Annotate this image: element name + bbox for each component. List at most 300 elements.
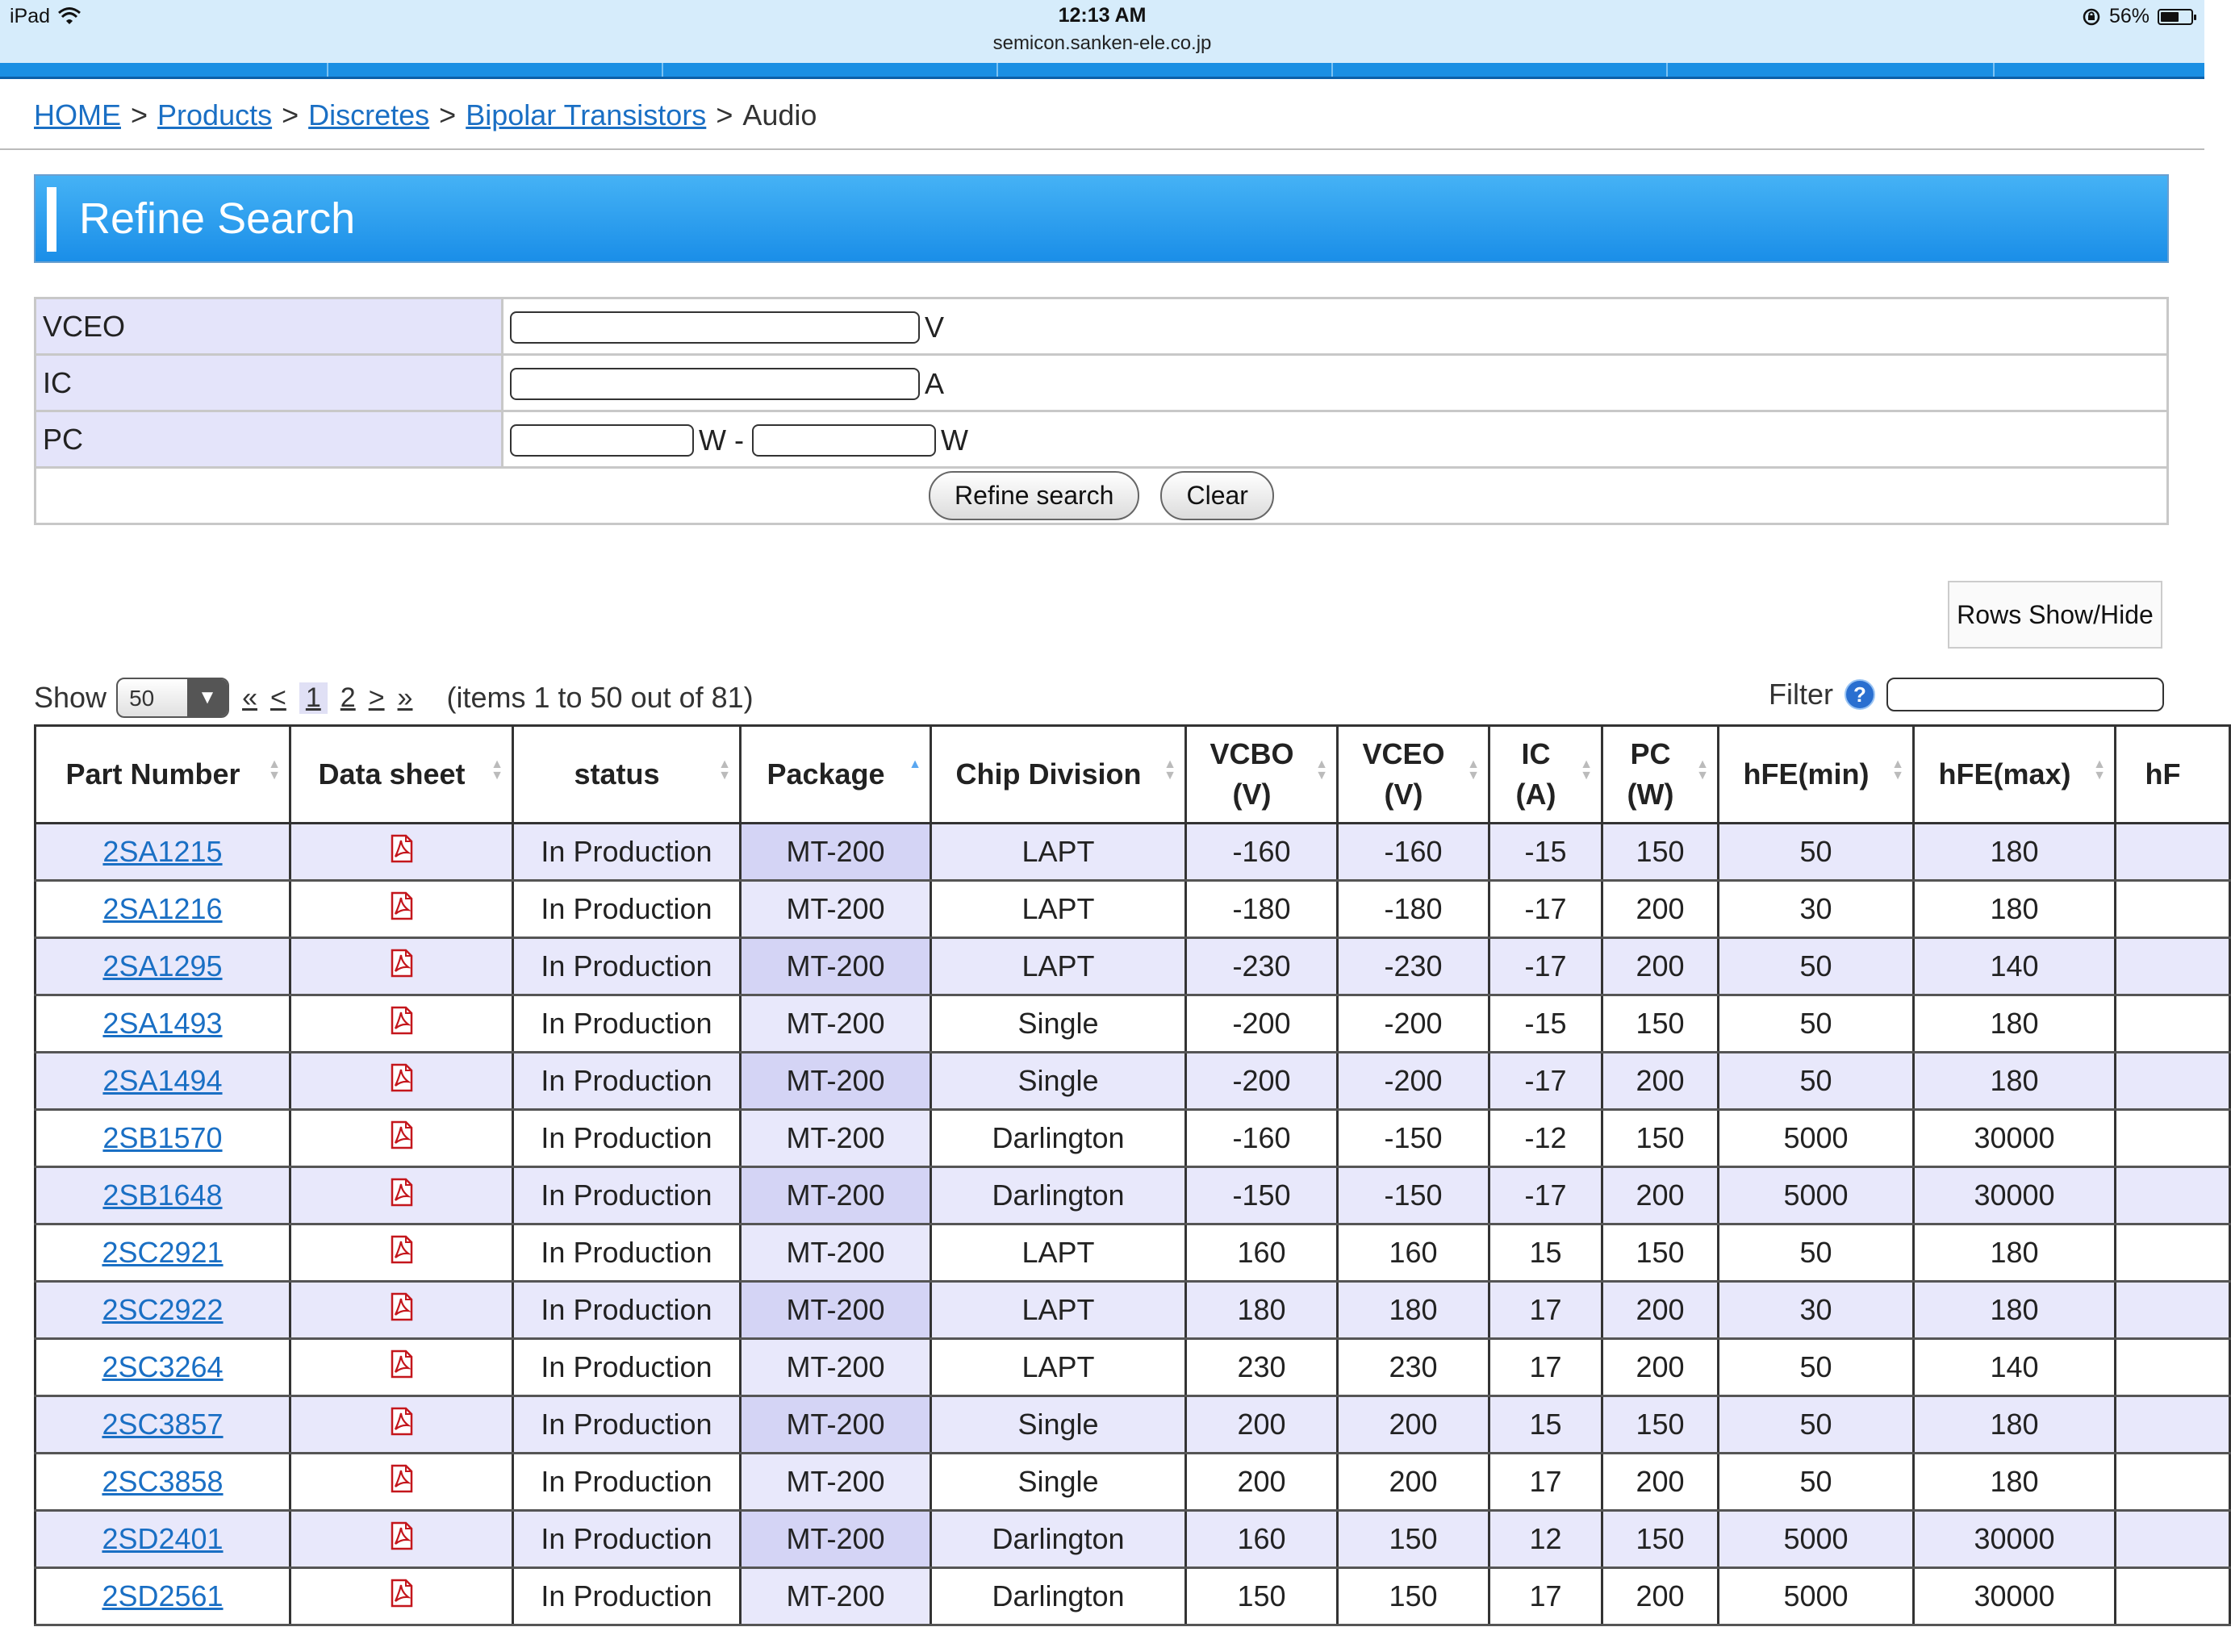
status-cell: In Production xyxy=(513,995,741,1053)
package-cell: MT-200 xyxy=(741,995,931,1053)
table-row xyxy=(36,824,2230,881)
pc-cell: 200 xyxy=(1602,1568,1719,1625)
datasheet-cell xyxy=(290,1053,513,1110)
sort-icon[interactable]: ▲ ▼ xyxy=(268,757,281,782)
help-icon[interactable]: ? xyxy=(1845,679,1875,710)
pc-max-unit: W xyxy=(940,423,968,457)
column-header[interactable] xyxy=(931,726,1186,824)
page-size-select[interactable] xyxy=(116,678,229,718)
part-number-cell xyxy=(36,1282,290,1339)
column-header[interactable] xyxy=(290,726,513,824)
package-cell: MT-200 xyxy=(741,881,931,938)
chip-division-cell: LAPT xyxy=(931,1282,1186,1339)
vcbo-cell: -200 xyxy=(1186,995,1338,1053)
pc-cell: 150 xyxy=(1602,995,1719,1053)
vceo-cell: -200 xyxy=(1338,1053,1489,1110)
datasheet-cell xyxy=(290,881,513,938)
page-link-1[interactable]: 1 xyxy=(299,682,328,714)
sort-ascending-icon[interactable]: ▲ xyxy=(909,757,921,771)
vcbo-cell: 200 xyxy=(1186,1396,1338,1454)
ic-input[interactable] xyxy=(510,368,920,400)
hfe-min-cell: 5000 xyxy=(1719,1167,1914,1224)
datasheet-cell xyxy=(290,1511,513,1568)
pc-cell: 200 xyxy=(1602,1053,1719,1110)
datasheet-cell xyxy=(290,938,513,995)
hfe-min-cell: 50 xyxy=(1719,1396,1914,1454)
hfe-max-cell: 30000 xyxy=(1914,1568,2116,1625)
breadcrumb-bipolar-link[interactable]: Bipolar Transistors xyxy=(466,98,707,131)
ic-cell: 17 xyxy=(1489,1568,1602,1625)
vceo-cell: -160 xyxy=(1338,824,1489,881)
hfe-min-cell: 30 xyxy=(1719,881,1914,938)
orientation-lock-icon xyxy=(2082,7,2101,27)
breadcrumb-separator: > xyxy=(439,98,457,131)
ic-cell: -15 xyxy=(1489,824,1602,881)
datasheet-cell xyxy=(290,1224,513,1282)
pc-min-input[interactable] xyxy=(510,424,694,457)
chip-division-cell: Single xyxy=(931,1454,1186,1511)
status-cell: In Production xyxy=(513,1224,741,1282)
part-number-cell xyxy=(36,881,290,938)
truncated-cell xyxy=(2116,1110,2230,1167)
package-cell: MT-200 xyxy=(741,1053,931,1110)
column-header[interactable] xyxy=(1338,726,1489,824)
pdf-icon[interactable] xyxy=(390,1236,414,1270)
column-header-label: IC xyxy=(1521,737,1551,770)
pdf-icon[interactable] xyxy=(390,1465,414,1500)
column-header-label: hF xyxy=(2145,757,2181,791)
pdf-icon[interactable] xyxy=(390,1064,414,1099)
chip-division-cell: LAPT xyxy=(931,938,1186,995)
clock: 12:13 AM xyxy=(1058,4,1147,27)
sort-icon[interactable]: ▲ ▼ xyxy=(718,757,731,782)
status-cell: In Production xyxy=(513,881,741,938)
vcbo-cell: 200 xyxy=(1186,1454,1338,1511)
column-header[interactable] xyxy=(741,726,931,824)
part-number-cell xyxy=(36,1167,290,1224)
last-page-link[interactable]: » xyxy=(397,682,413,713)
breadcrumb xyxy=(34,98,817,132)
first-page-link[interactable]: « xyxy=(242,682,257,713)
column-header-label: status xyxy=(574,757,660,791)
form-row-pc xyxy=(36,411,2168,468)
table-row xyxy=(36,1511,2230,1568)
pagination-bar xyxy=(34,678,754,718)
status-cell: In Production xyxy=(513,1110,741,1167)
refine-search-title: Refine Search xyxy=(79,194,356,243)
column-header-label: VCBO xyxy=(1210,737,1294,770)
site-nav-strip[interactable] xyxy=(0,63,2204,79)
hfe-max-cell: 30000 xyxy=(1914,1511,2116,1568)
pc-cell: 200 xyxy=(1602,1454,1719,1511)
package-cell: MT-200 xyxy=(741,1396,931,1454)
hfe-max-cell: 180 xyxy=(1914,1224,2116,1282)
results-table xyxy=(34,724,2231,1626)
hfe-max-cell: 180 xyxy=(1914,1454,2116,1511)
hfe-max-cell: 140 xyxy=(1914,938,2116,995)
pc-cell: 200 xyxy=(1602,881,1719,938)
vceo-cell: -150 xyxy=(1338,1110,1489,1167)
pdf-icon[interactable] xyxy=(390,892,414,927)
hfe-min-cell: 50 xyxy=(1719,1053,1914,1110)
truncated-cell xyxy=(2116,1224,2230,1282)
part-number-cell xyxy=(36,1454,290,1511)
chip-division-cell: Single xyxy=(931,1053,1186,1110)
truncated-cell xyxy=(2116,1339,2230,1396)
table-row xyxy=(36,1568,2230,1625)
table-header-row xyxy=(36,726,2230,824)
pc-cell: 150 xyxy=(1602,1110,1719,1167)
datasheet-cell xyxy=(290,1568,513,1625)
part-number-link[interactable]: 2SB1570 xyxy=(102,1121,223,1154)
column-header-label: PC xyxy=(1630,737,1671,770)
battery-icon xyxy=(2158,9,2193,25)
hfe-max-cell: 180 xyxy=(1914,824,2116,881)
chip-division-cell: Darlington xyxy=(931,1568,1186,1625)
chip-division-cell: Darlington xyxy=(931,1110,1186,1167)
vcbo-cell: -180 xyxy=(1186,881,1338,938)
ios-status-bar xyxy=(0,0,2204,63)
hfe-max-cell: 180 xyxy=(1914,995,2116,1053)
sort-icon[interactable]: ▲ ▼ xyxy=(1580,757,1593,782)
pc-cell: 150 xyxy=(1602,1511,1719,1568)
breadcrumb-products-link[interactable]: Products xyxy=(157,98,273,131)
table-row xyxy=(36,1053,2230,1110)
hfe-min-cell: 50 xyxy=(1719,995,1914,1053)
truncated-cell xyxy=(2116,881,2230,938)
pdf-icon[interactable] xyxy=(390,835,414,870)
table-row xyxy=(36,881,2230,938)
status-cell: In Production xyxy=(513,1454,741,1511)
vceo-cell: -150 xyxy=(1338,1167,1489,1224)
chip-division-cell: Single xyxy=(931,995,1186,1053)
part-number-link[interactable]: 2SD2401 xyxy=(102,1522,224,1555)
part-number-link[interactable]: 2SA1215 xyxy=(102,835,223,868)
status-cell: In Production xyxy=(513,824,741,881)
status-cell: In Production xyxy=(513,1053,741,1110)
sort-icon[interactable]: ▲ ▼ xyxy=(1164,757,1176,782)
vceo-cell: -230 xyxy=(1338,938,1489,995)
vcbo-cell: 150 xyxy=(1186,1568,1338,1625)
table-row xyxy=(36,938,2230,995)
datasheet-cell xyxy=(290,1167,513,1224)
part-number-cell xyxy=(36,1053,290,1110)
hfe-max-cell: 180 xyxy=(1914,881,2116,938)
hfe-min-cell: 5000 xyxy=(1719,1568,1914,1625)
vceo-cell: 150 xyxy=(1338,1511,1489,1568)
table-row xyxy=(36,1224,2230,1282)
package-cell: MT-200 xyxy=(741,1224,931,1282)
truncated-cell xyxy=(2116,938,2230,995)
column-header-label: (V) xyxy=(1384,778,1423,811)
page-size-value: 50 xyxy=(129,686,155,711)
part-number-cell xyxy=(36,938,290,995)
column-header-label: Data sheet xyxy=(318,757,466,791)
items-count: (items 1 to 50 out of 81) xyxy=(446,681,754,714)
hfe-max-cell: 30000 xyxy=(1914,1167,2116,1224)
pdf-icon[interactable] xyxy=(390,1350,414,1385)
divider xyxy=(0,148,2204,150)
ic-unit: A xyxy=(925,366,945,400)
status-cell: In Production xyxy=(513,1167,741,1224)
table-row xyxy=(36,1167,2230,1224)
filter-label: Filter xyxy=(1769,678,1833,711)
package-cell: MT-200 xyxy=(741,1511,931,1568)
chip-division-cell: Single xyxy=(931,1396,1186,1454)
page-link-2[interactable]: 2 xyxy=(340,682,356,713)
sort-icon[interactable]: ▲ ▼ xyxy=(2093,757,2106,782)
vceo-cell: 160 xyxy=(1338,1224,1489,1282)
chip-division-cell: Darlington xyxy=(931,1167,1186,1224)
vceo-cell: -180 xyxy=(1338,881,1489,938)
battery-percent: 56% xyxy=(2108,5,2150,27)
status-cell: In Production xyxy=(513,1339,741,1396)
package-cell: MT-200 xyxy=(741,1110,931,1167)
pdf-icon[interactable] xyxy=(390,1579,414,1614)
sort-icon[interactable]: ▲ ▼ xyxy=(1891,757,1904,782)
ic-cell: -17 xyxy=(1489,938,1602,995)
hfe-min-cell: 50 xyxy=(1719,938,1914,995)
table-row xyxy=(36,1396,2230,1454)
pc-cell: 150 xyxy=(1602,1396,1719,1454)
table-row xyxy=(36,995,2230,1053)
hfe-min-cell: 50 xyxy=(1719,1339,1914,1396)
package-cell: MT-200 xyxy=(741,1282,931,1339)
ic-cell: -12 xyxy=(1489,1110,1602,1167)
part-number-link[interactable]: 2SC3858 xyxy=(102,1465,224,1498)
datasheet-cell xyxy=(290,995,513,1053)
part-number-cell xyxy=(36,1568,290,1625)
truncated-cell xyxy=(2116,1511,2230,1568)
pc-max-input[interactable] xyxy=(752,424,936,457)
hfe-max-cell: 180 xyxy=(1914,1396,2116,1454)
filter-bar xyxy=(1769,678,2164,711)
sort-icon[interactable]: ▲ ▼ xyxy=(1467,757,1480,782)
ic-label: IC xyxy=(36,355,503,411)
hfe-max-cell: 180 xyxy=(1914,1053,2116,1110)
ic-cell: -15 xyxy=(1489,995,1602,1053)
ic-cell: 17 xyxy=(1489,1339,1602,1396)
ic-cell: 15 xyxy=(1489,1224,1602,1282)
column-header[interactable] xyxy=(1489,726,1602,824)
pc-label: PC xyxy=(36,411,503,468)
truncated-cell xyxy=(2116,1396,2230,1454)
pdf-icon[interactable] xyxy=(390,1408,414,1442)
pdf-icon[interactable] xyxy=(390,1179,414,1213)
datasheet-cell xyxy=(290,1454,513,1511)
hfe-min-cell: 50 xyxy=(1719,824,1914,881)
column-header-label: Part Number xyxy=(65,757,240,791)
pc-cell: 200 xyxy=(1602,938,1719,995)
refine-search-banner xyxy=(34,174,2169,263)
status-right xyxy=(2082,5,2193,28)
banner-accent-bar xyxy=(47,187,56,252)
vceo-cell: 150 xyxy=(1338,1568,1489,1625)
pdf-icon[interactable] xyxy=(390,1293,414,1328)
part-number-link[interactable]: 2SA1493 xyxy=(102,1007,223,1040)
hfe-min-cell: 50 xyxy=(1719,1224,1914,1282)
column-header-label: Package xyxy=(767,757,885,791)
vceo-label: VCEO xyxy=(36,298,503,355)
rows-show-hide-button[interactable]: Rows Show/Hide xyxy=(1948,581,2162,649)
pdf-icon[interactable] xyxy=(390,1121,414,1156)
ic-cell: -17 xyxy=(1489,1053,1602,1110)
column-header[interactable] xyxy=(1602,726,1719,824)
pdf-icon[interactable] xyxy=(390,949,414,984)
package-cell: MT-200 xyxy=(741,1167,931,1224)
column-header[interactable] xyxy=(36,726,290,824)
table-row xyxy=(36,1282,2230,1339)
column-header-label: hFE(min) xyxy=(1743,757,1870,791)
package-cell: MT-200 xyxy=(741,938,931,995)
truncated-cell xyxy=(2116,1568,2230,1625)
sort-icon[interactable]: ▲ ▼ xyxy=(1696,757,1709,782)
hfe-min-cell: 30 xyxy=(1719,1282,1914,1339)
truncated-cell xyxy=(2116,1167,2230,1224)
ic-cell: 17 xyxy=(1489,1282,1602,1339)
table-row xyxy=(36,1110,2230,1167)
refine-search-form xyxy=(34,297,2169,525)
package-cell: MT-200 xyxy=(741,1339,931,1396)
hfe-max-cell: 30000 xyxy=(1914,1110,2116,1167)
truncated-cell xyxy=(2116,995,2230,1053)
pdf-icon[interactable] xyxy=(390,1007,414,1041)
part-number-link[interactable]: 2SC2922 xyxy=(102,1293,224,1326)
column-header[interactable] xyxy=(1186,726,1338,824)
ic-cell: 15 xyxy=(1489,1396,1602,1454)
part-number-cell xyxy=(36,824,290,881)
table-row xyxy=(36,1454,2230,1511)
package-cell: MT-200 xyxy=(741,824,931,881)
table-body xyxy=(36,824,2230,1625)
ic-cell: 17 xyxy=(1489,1454,1602,1511)
chip-division-cell: Darlington xyxy=(931,1511,1186,1568)
pdf-icon[interactable] xyxy=(390,1522,414,1557)
datasheet-cell xyxy=(290,1110,513,1167)
vcbo-cell: 160 xyxy=(1186,1224,1338,1282)
results-table-container[interactable] xyxy=(34,724,2181,1652)
part-number-cell xyxy=(36,1110,290,1167)
chip-division-cell: LAPT xyxy=(931,824,1186,881)
datasheet-cell xyxy=(290,1339,513,1396)
column-header[interactable] xyxy=(2116,726,2230,824)
ic-cell: -17 xyxy=(1489,881,1602,938)
show-label: Show xyxy=(34,681,107,714)
datasheet-cell xyxy=(290,824,513,881)
vcbo-cell: 180 xyxy=(1186,1282,1338,1339)
vcbo-cell: -230 xyxy=(1186,938,1338,995)
vceo-cell: 180 xyxy=(1338,1282,1489,1339)
hfe-max-cell: 140 xyxy=(1914,1339,2116,1396)
breadcrumb-discretes-link[interactable]: Discretes xyxy=(308,98,430,131)
form-row-vceo xyxy=(36,298,2168,355)
breadcrumb-separator: > xyxy=(716,98,733,131)
breadcrumb-separator: > xyxy=(282,98,299,131)
vcbo-cell: -150 xyxy=(1186,1167,1338,1224)
clear-button[interactable]: Clear xyxy=(1160,471,1273,520)
ic-cell: 12 xyxy=(1489,1511,1602,1568)
form-row-buttons xyxy=(36,468,2168,524)
part-number-link[interactable]: 2SD2561 xyxy=(102,1579,224,1612)
filter-input[interactable] xyxy=(1886,678,2164,711)
part-number-link[interactable]: 2SC2921 xyxy=(102,1236,224,1269)
refine-search-button[interactable]: Refine search xyxy=(929,471,1139,520)
pc-min-unit: W - xyxy=(699,423,744,457)
datasheet-cell xyxy=(290,1396,513,1454)
hfe-min-cell: 5000 xyxy=(1719,1511,1914,1568)
chip-division-cell: LAPT xyxy=(931,881,1186,938)
table-row xyxy=(36,1339,2230,1396)
chip-division-cell: LAPT xyxy=(931,1339,1186,1396)
breadcrumb-home-link[interactable]: HOME xyxy=(34,98,121,131)
sort-icon[interactable]: ▲ ▼ xyxy=(491,757,503,782)
vcbo-cell: -200 xyxy=(1186,1053,1338,1110)
prev-page-link[interactable]: < xyxy=(269,682,286,713)
part-number-link[interactable]: 2SA1216 xyxy=(102,892,223,925)
part-number-link[interactable]: 2SB1648 xyxy=(102,1179,223,1212)
part-number-link[interactable]: 2SC3264 xyxy=(102,1350,224,1383)
part-number-link[interactable]: 2SA1494 xyxy=(102,1064,223,1097)
hfe-min-cell: 5000 xyxy=(1719,1110,1914,1167)
column-header[interactable] xyxy=(513,726,741,824)
column-header-label: (A) xyxy=(1515,778,1556,811)
hfe-max-cell: 180 xyxy=(1914,1282,2116,1339)
pc-cell: 200 xyxy=(1602,1339,1719,1396)
package-cell: MT-200 xyxy=(741,1454,931,1511)
status-cell: In Production xyxy=(513,1511,741,1568)
vcbo-cell: 160 xyxy=(1186,1511,1338,1568)
truncated-cell xyxy=(2116,1053,2230,1110)
vceo-cell: -200 xyxy=(1338,995,1489,1053)
part-number-link[interactable]: 2SA1295 xyxy=(102,949,223,982)
ic-cell: -17 xyxy=(1489,1167,1602,1224)
vceo-cell: 230 xyxy=(1338,1339,1489,1396)
pc-cell: 200 xyxy=(1602,1167,1719,1224)
column-header-label: VCEO xyxy=(1362,737,1445,770)
breadcrumb-separator: > xyxy=(131,98,148,131)
package-cell: MT-200 xyxy=(741,1568,931,1625)
column-header[interactable] xyxy=(1914,726,2116,824)
truncated-cell xyxy=(2116,824,2230,881)
form-row-ic xyxy=(36,355,2168,411)
column-header-label: (W) xyxy=(1627,778,1674,811)
status-cell: In Production xyxy=(513,1282,741,1339)
pc-cell: 200 xyxy=(1602,1282,1719,1339)
pc-cell: 150 xyxy=(1602,824,1719,881)
column-header[interactable] xyxy=(1719,726,1914,824)
sort-icon[interactable]: ▲ ▼ xyxy=(1315,757,1328,782)
part-number-cell xyxy=(36,1224,290,1282)
part-number-cell xyxy=(36,1339,290,1396)
column-header-label: hFE(max) xyxy=(1938,757,2071,791)
truncated-cell xyxy=(2116,1282,2230,1339)
hfe-min-cell: 50 xyxy=(1719,1454,1914,1511)
breadcrumb-current: Audio xyxy=(742,98,817,131)
address-bar-url[interactable]: semicon.sanken-ele.co.jp xyxy=(992,32,1212,54)
vceo-input[interactable] xyxy=(510,311,920,344)
part-number-cell xyxy=(36,1396,290,1454)
column-header-label: Chip Division xyxy=(955,757,1142,791)
vceo-cell: 200 xyxy=(1338,1396,1489,1454)
truncated-cell xyxy=(2116,1454,2230,1511)
dropdown-arrow-icon: ▼ xyxy=(187,679,228,716)
status-cell: In Production xyxy=(513,1396,741,1454)
next-page-link[interactable]: > xyxy=(368,682,385,713)
device-name: iPad xyxy=(10,5,51,27)
datasheet-cell xyxy=(290,1282,513,1339)
vcbo-cell: -160 xyxy=(1186,824,1338,881)
part-number-link[interactable]: 2SC3857 xyxy=(102,1408,224,1441)
